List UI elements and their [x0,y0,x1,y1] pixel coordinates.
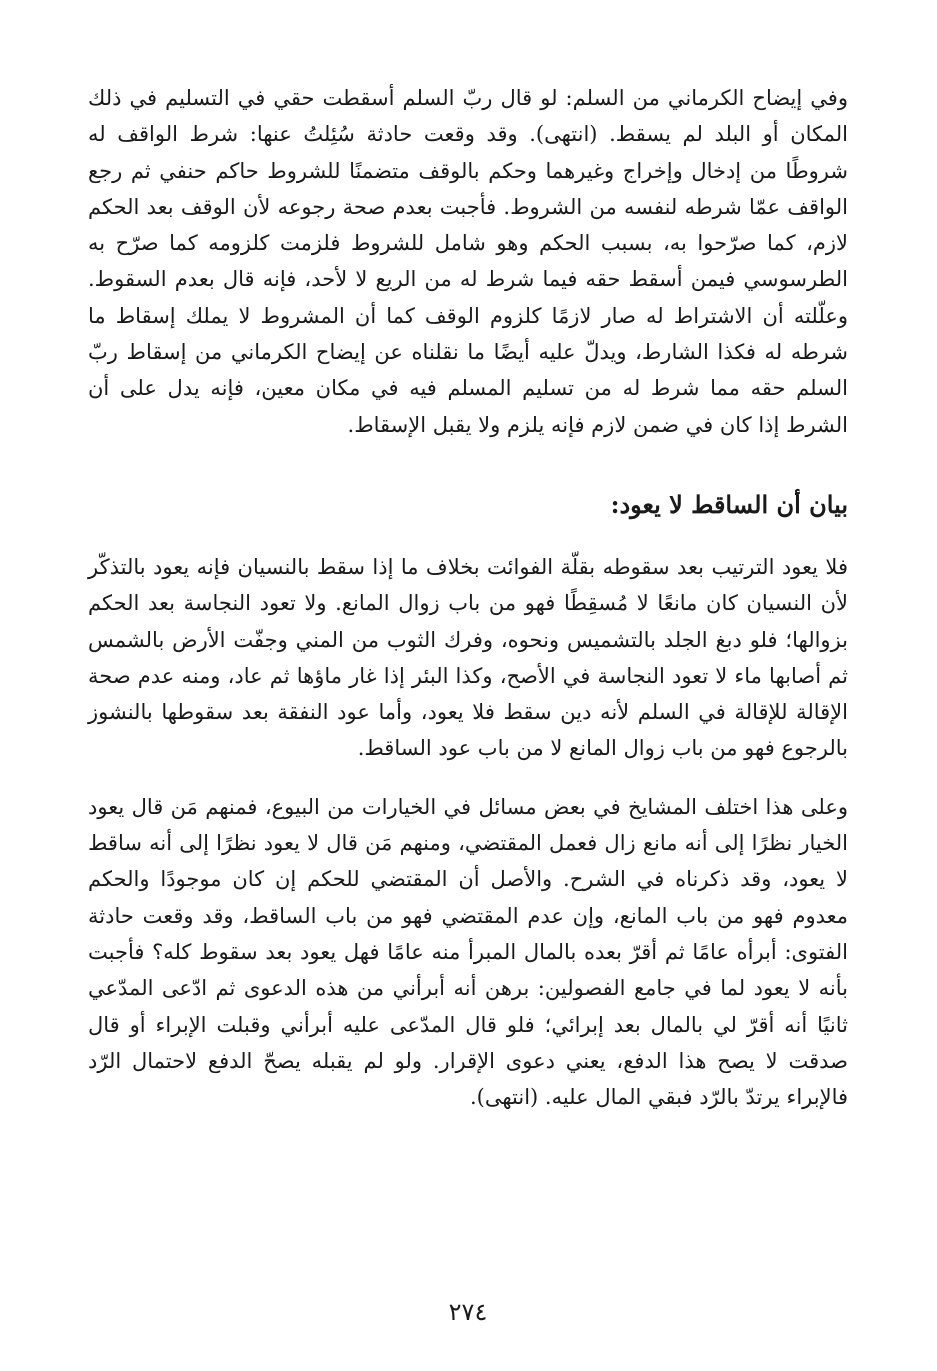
book-page [88,72,848,1342]
paragraph-scholars-disagreement: وعلى هذا اختلف المشايخ في بعض مسائل في الخيارات من البيوع، فمنهم مَن قال يعود الخيار نظرًا إلى أنه مانع زال فعمل المقتضي، ومنهم مَن قال لا يعود نظرًا إلى أنه ساقط لا يعود، وقد ذكرناه في الشرح. والأصل أن المقتضي للحكم إن كان موجودًا والحكم معدوم فهو من باب المانع، وإن عدم المقتضي فهو من باب الساقط، وقد وقعت حادثة الفتوى: أبرأه عامًا ثم أقرّ بعده بالمال المبرأ منه عامًا فهل يعود بعد سقوط كله؟ فأجبت بأنه لا يعود لما في جامع الفصولين: برهن أنه أبرأني من هذه الدعوى ثم ادّعى المدّعي ثانيًا أنه أقرّ لي بالمال بعد إبرائي؛ فلو قال المدّعى عليه أبرأني وقبلت الإبراء أو قال صدقت لا يصح هذا الدفع، يعني دعوى الإقرار. ولو لم يقبله يصحّ الدفع لاحتمال الرّد فالإبراء يرتدّ بالرّد فبقي المال عليه. (انتهى). [88,794,848,1110]
section-heading: بيان أن الساقط لا يعود: [610,489,848,519]
paragraph-karmani-waqf: وفي إيضاح الكرماني من السلم: لو قال ربّ السلم أسقطت حقي في التسليم في ذلك المكان أو البلد لم يسقط. (انتهى). وقد وقعت حادثة سُئِلتُ عنها: شرط الواقف له شروطًا من إدخال وإخراج وغيرهما وحكم بالوقف متضمنًا للشروط حاكم حنفي ثم رجع الواقف عمّا شرطه لنفسه من الشروط. فأجبت بعدم صحة رجوعه لأن الوقف بعد الحكم لازم، كما صرّحوا به، بسبب الحكم وهو شامل للشروط فلزمت كلزومه كما صرّح به الطرسوسي فيمن أسقط حقه فيما شرط له من الريع لا لأحد، فإنه قال بعدم السقوط. وعلّلته أن الاشتراط له صار لازمًا كلزوم الوقف كما أن المشروط لا يملك إسقاط ما شرطه له فكذا الشارط، ويدلّ عليه أيضًا ما نقلناه عن إيضاح الكرماني من إسقاط ربّ السلم حقه مما شرط له من تسليم المسلم فيه في مكان معين، فإنه يدل على أن الشرط إذا كان في ضمن لازم فإنه يلزم ولا يقبل الإسقاط. [88,86,848,437]
paragraph-fallen-does-not-return: فلا يعود الترتيب بعد سقوطه بقلّة الفوائت بخلاف ما إذا سقط بالنسيان فإنه يعود بالتذكّر لأن النسيان كان مانعًا لا مُسقِطًا فهو من باب زوال المانع. ولا تعود النجاسة بعد الحكم بزوالها؛ فلو دبغ الجلد بالتشميس ونحوه، وفرك الثوب من المني وجفّت الأرض بالشمس ثم أصابها ماء لا تعود النجاسة في الأصح، وكذا البئر إذا غار ماؤها ثم عاد، ومنه عدم صحة الإقالة للإقالة في السلم لأنه دين سقط فلا يعود، وأما عود النفقة بعد سقوطها بالنشوز بالرجوع فهو من باب زوال المانع لا من باب عود الساقط. [88,554,848,761]
page-number: ٢٧٤ [448,1298,488,1326]
